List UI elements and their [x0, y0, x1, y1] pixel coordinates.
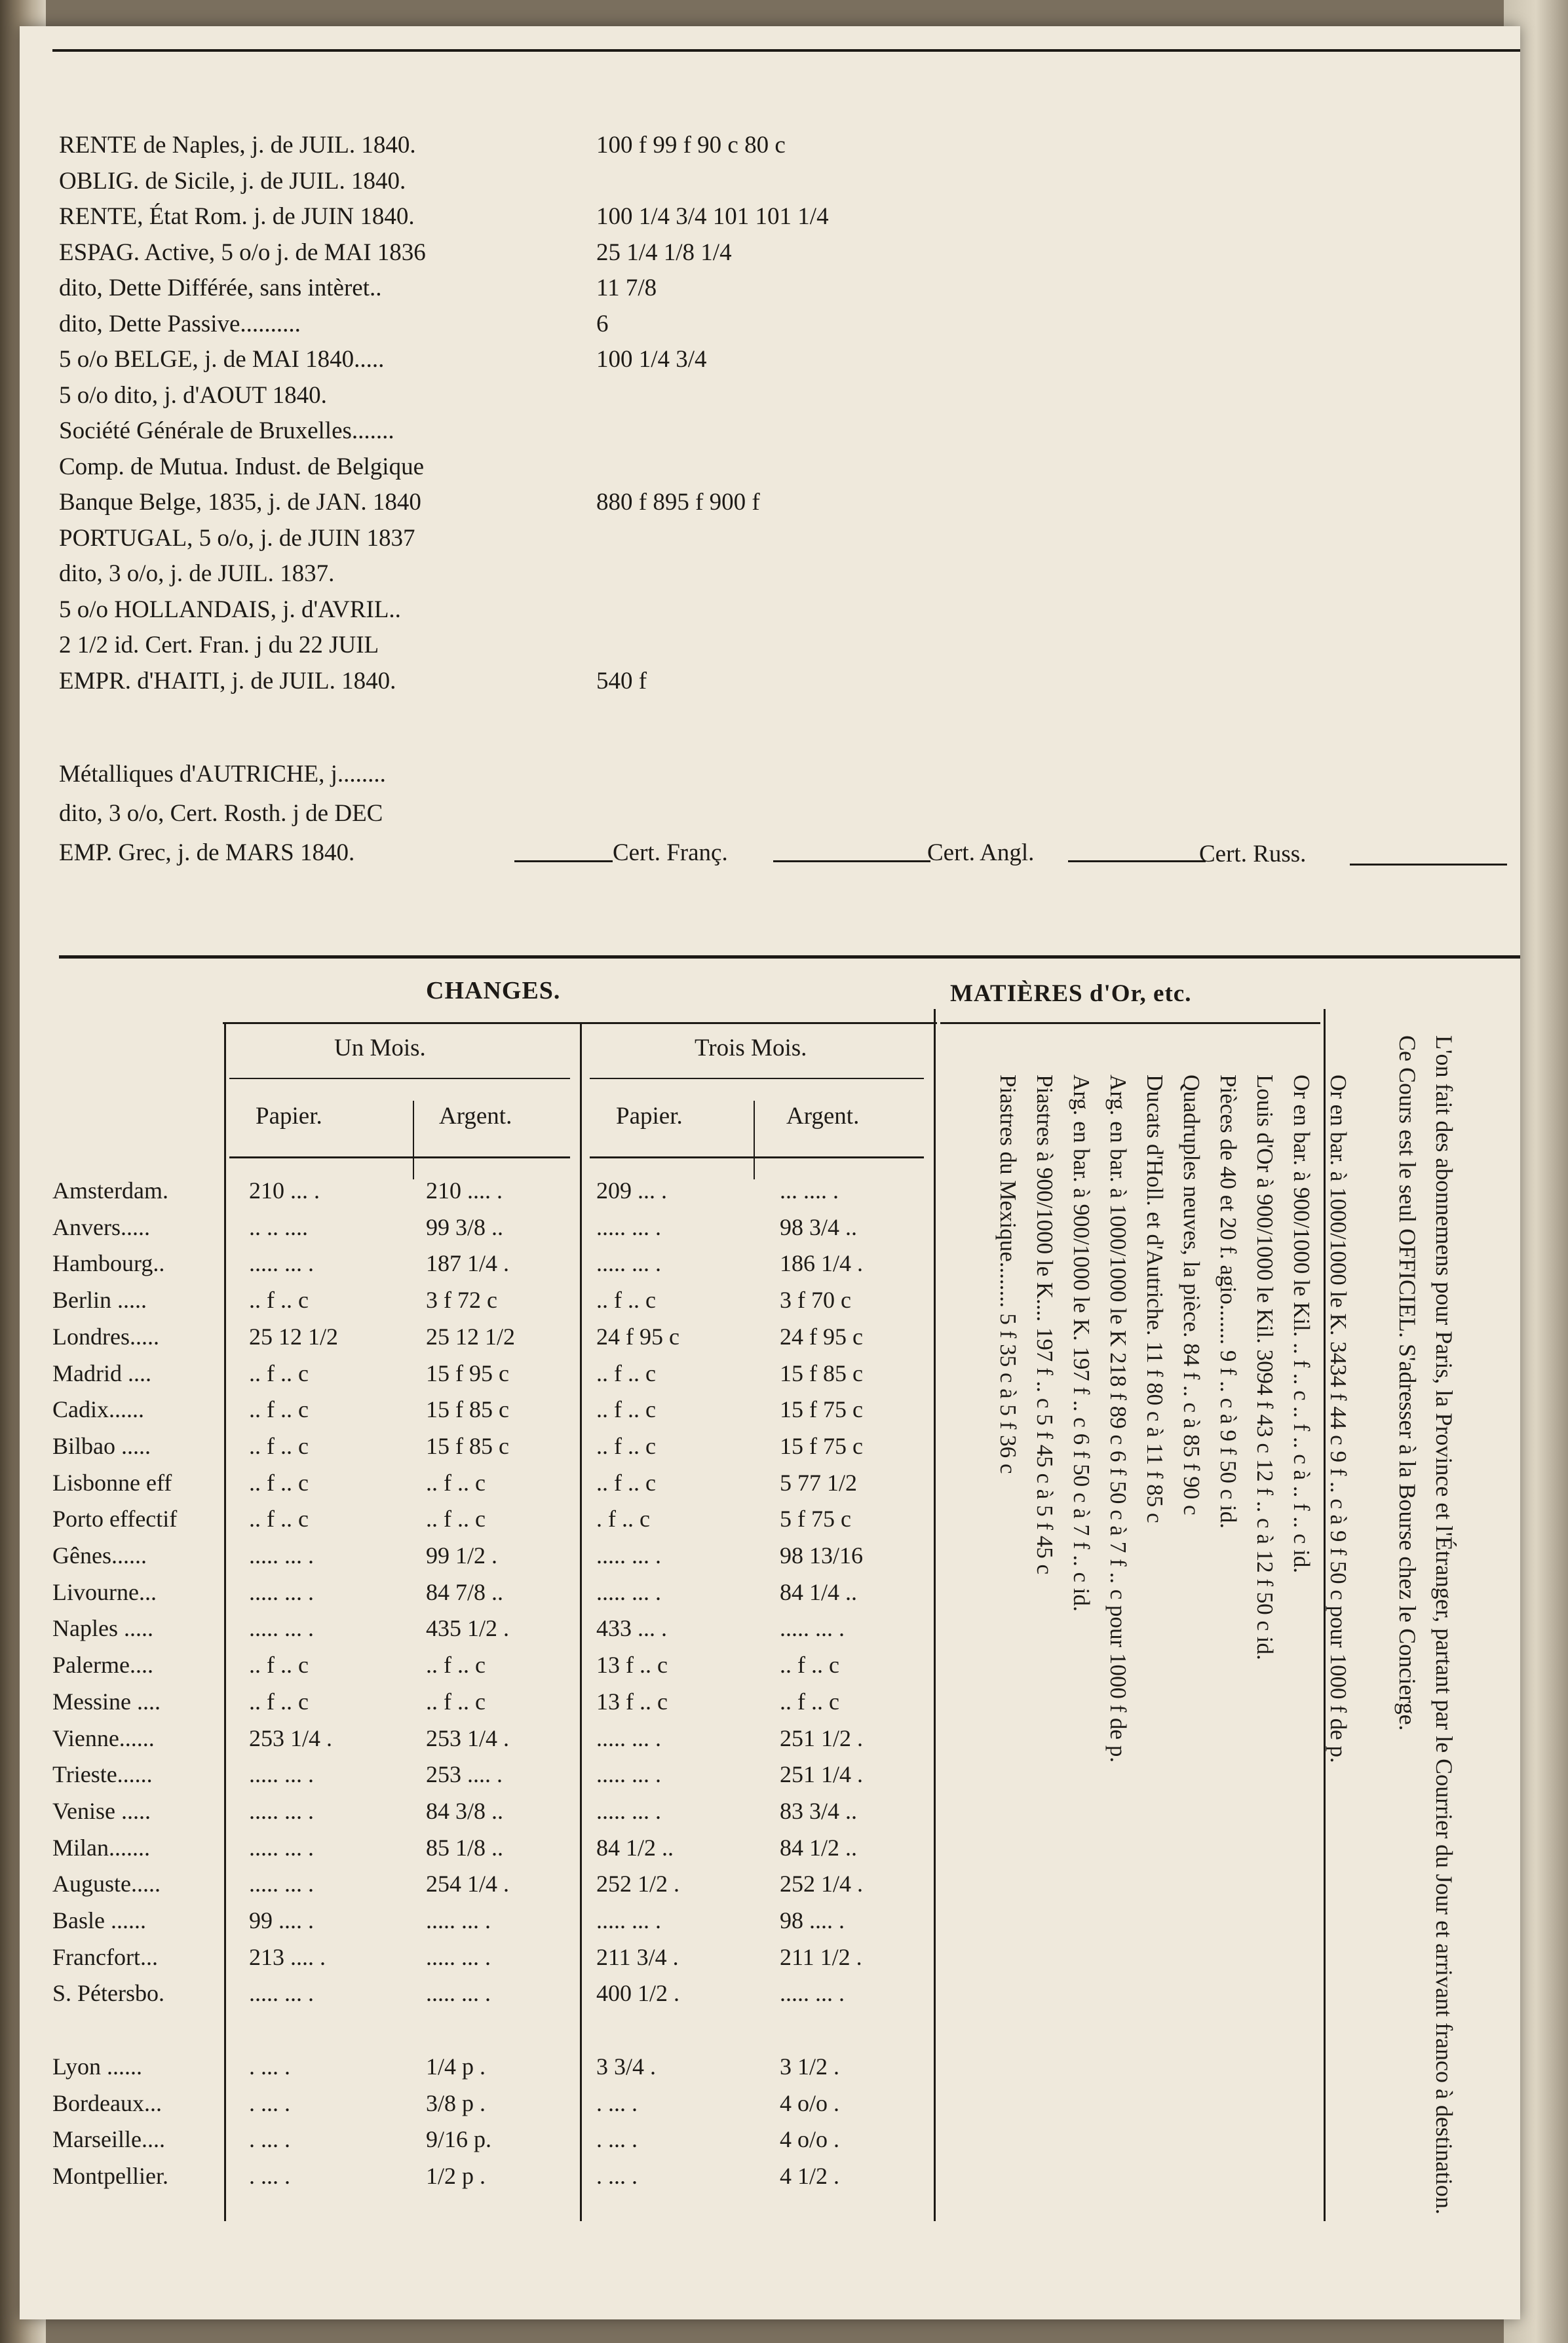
rate-cell: 211 3/4 .: [596, 1943, 679, 1970]
rate-cell: 13 f .. c: [596, 1652, 668, 1679]
rate-cell: . f .. c: [596, 1506, 650, 1533]
bond-label: Banque Belge, 1835, j. de JAN. 1840: [59, 489, 421, 516]
subscription-notice: L'on fait des abonnemens pour Paris, la Province et l'Étranger, partant par le Courrier du Jour et arrivant franco à destination. Ce Cours est le seul OFFICIEL. S'adresser à la Bourse chez le Concierge.: [1394, 1035, 1457, 2215]
bond-label: Société Générale de Bruxelles.......: [59, 417, 394, 444]
rate-cell: 98 3/4 ..: [780, 1213, 858, 1240]
city-cell: Bordeaux...: [52, 2089, 162, 2116]
sub-rule-2: [754, 1101, 755, 1179]
rate-cell: .. f .. c: [426, 1506, 486, 1533]
section-divider: [59, 955, 1520, 959]
bond-quote: 540 f: [596, 667, 647, 695]
rate-cell: 400 1/2 .: [596, 1980, 680, 2007]
rate-cell: 15 f 85 c: [426, 1432, 509, 1459]
city-cell: Marseille....: [52, 2126, 165, 2153]
rate-cell: 4 o/o .: [780, 2126, 840, 2153]
rate-cell: ..... ... .: [596, 1250, 661, 1277]
bond-quote: 100 1/4 3/4 101 101 1/4: [596, 203, 829, 230]
rate-cell: ..... ... .: [426, 1943, 491, 1970]
rate-cell: 213 .... .: [249, 1943, 326, 1970]
argent-label-2: Argent.: [786, 1103, 860, 1130]
rate-cell: .. f .. c: [249, 1287, 309, 1314]
rate-cell: .. f .. c: [426, 1469, 486, 1496]
bond-label: dito, Dette Passive..........: [59, 310, 301, 337]
bond-label: dito, Dette Différée, sans intèret..: [59, 275, 382, 301]
rate-cell: 253 .... .: [426, 1761, 503, 1788]
col-rule-mid: [580, 1022, 582, 2221]
rate-cell: 3 f 72 c: [426, 1287, 497, 1314]
matiere-line: Louis d'Or à 900/1000 le Kil. 3094 f 43 c 12 f .. c à 12 f 50 c id.: [1252, 1075, 1278, 1660]
city-cell: Palerme....: [52, 1652, 153, 1679]
rate-cell: .. f .. c: [426, 1652, 486, 1679]
bond-label: dito, 3 o/o, Cert. Rosth. j de DEC: [59, 800, 383, 827]
city-cell: Anvers.....: [52, 1213, 150, 1240]
bond-label: EMP. Grec, j. de MARS 1840.: [59, 839, 355, 866]
col-rule-right: [934, 1009, 936, 2221]
city-cell: Francfort...: [52, 1943, 158, 1970]
papier-label-2: Papier.: [616, 1103, 683, 1130]
bond-quote: 880 f 895 f 900 f: [596, 489, 760, 516]
matiere-line: Arg. en bar. à 900/1000 le K. 197 f .. c 6 f 50 c à 7 f .. c id.: [1069, 1075, 1094, 1612]
rate-cell: ..... ... .: [596, 1213, 661, 1240]
rate-cell: 3 f 70 c: [780, 1287, 851, 1314]
rate-cell: ..... ... .: [249, 1980, 314, 2007]
rate-cell: ..... ... .: [596, 1578, 661, 1605]
matiere-line: Piastres à 900/1000 le K.... 197 f .. c 5 f 45 c à 5 f 45 c: [1032, 1075, 1058, 1575]
rate-cell: 15 f 75 c: [780, 1432, 863, 1459]
bond-label: dito, 3 o/o, j. de JUIL. 1837.: [59, 560, 335, 587]
rate-cell: 25 12 1/2: [249, 1323, 339, 1350]
rate-cell: 84 1/2 ..: [596, 1834, 674, 1861]
rate-cell: . ... .: [249, 2089, 290, 2116]
trois-mois-label: Trois Mois.: [695, 1035, 807, 1061]
rate-cell: 252 1/2 .: [596, 1871, 680, 1897]
city-cell: Berlin .....: [52, 1287, 147, 1314]
matiere-line: Quadruples neuves, la pièce. 84 f .. c à 85 f 90 c: [1179, 1075, 1204, 1515]
city-cell: Londres.....: [52, 1323, 159, 1350]
bond-quote: 100 f 99 f 90 c 80 c: [596, 132, 786, 159]
rate-cell: . ... .: [596, 2089, 638, 2116]
rate-cell: .. f .. c: [596, 1360, 656, 1386]
rate-cell: .. f .. c: [249, 1396, 309, 1423]
rate-cell: 3 1/2 .: [780, 2053, 840, 2080]
bond-label: 5 o/o BELGE, j. de MAI 1840.....: [59, 346, 385, 373]
city-cell: Hambourg..: [52, 1250, 165, 1277]
city-cell: Madrid ....: [52, 1360, 151, 1386]
rate-cell: .. .. ....: [249, 1213, 308, 1240]
rate-cell: 1/4 p .: [426, 2053, 486, 2080]
matieres-title-text: MATIÈRES d'Or, etc.: [950, 980, 1192, 1007]
rate-cell: 210 ... .: [249, 1177, 320, 1204]
rate-cell: ..... ... .: [596, 1797, 661, 1824]
city-cell: Porto effectif: [52, 1506, 178, 1533]
rate-cell: . ... .: [249, 2053, 290, 2080]
rate-cell: 98 13/16: [780, 1542, 864, 1569]
bond-quote: 25 1/4 1/8 1/4: [596, 238, 732, 266]
matieres-list: [989, 1075, 1356, 1763]
rate-cell: 99 1/2 .: [426, 1542, 498, 1569]
city-cell: Lyon ......: [52, 2053, 143, 2080]
rate-cell: 5 f 75 c: [780, 1506, 851, 1533]
matiere-line: Ducats d'Holl. et d'Autriche. 11 f 80 c à 11 f 85 c: [1142, 1075, 1168, 1523]
rate-cell: 5 77 1/2: [780, 1469, 858, 1496]
rate-cell: 13 f .. c: [596, 1688, 668, 1715]
rate-cell: 252 1/4 .: [780, 1871, 864, 1897]
city-cell: Gênes......: [52, 1542, 147, 1569]
bond-label: ESPAG. Active, 5 o/o j. de MAI 1836: [59, 238, 426, 266]
rate-cell: 210 .... .: [426, 1177, 503, 1204]
rate-cell: 3 3/4 .: [596, 2053, 657, 2080]
rate-cell: 254 1/4 .: [426, 1871, 510, 1897]
bond-label: RENTE de Naples, j. de JUIL. 1840.: [59, 132, 416, 159]
rate-cell: .. f .. c: [249, 1360, 309, 1386]
rate-cell: ..... ... .: [596, 1724, 661, 1751]
rate-cell: 84 1/2 ..: [780, 1834, 858, 1861]
rate-cell: .. f .. c: [780, 1652, 839, 1679]
bond-label: RENTE, État Rom. j. de JUIN 1840.: [59, 203, 415, 230]
matieres-title: [950, 980, 1191, 1008]
cert-angl-label: Cert. Angl.: [927, 839, 1035, 866]
city-cell: Lisbonne eff: [52, 1469, 172, 1496]
rate-cell: 24 f 95 c: [596, 1323, 679, 1350]
rate-cell: .. f .. c: [780, 1688, 839, 1715]
sub-rule-1: [413, 1101, 414, 1179]
rate-cell: 253 1/4 .: [426, 1724, 510, 1751]
rate-cell: 4 o/o .: [780, 2089, 840, 2116]
rate-cell: ..... ... .: [249, 1578, 314, 1605]
hdr-rule-1: [229, 1156, 570, 1158]
bond-label: Métalliques d'AUTRICHE, j........: [59, 761, 386, 788]
rate-cell: 99 3/8 ..: [426, 1213, 504, 1240]
rate-cell: ..... ... .: [249, 1761, 314, 1788]
bond-label: EMPR. d'HAITI, j. de JUIL. 1840.: [59, 667, 396, 695]
rate-cell: ..... ... .: [426, 1907, 491, 1933]
rate-cell: ... .... .: [780, 1177, 839, 1204]
city-cell: S. Pétersbo.: [52, 1980, 164, 2007]
matiere-line: Or en bar. à 1000/1000 le K. 3434 f 44 c 9 f .. c à 9 f 50 c pour 1000 f de p.: [1326, 1075, 1351, 1763]
rate-cell: 15 f 85 c: [780, 1360, 863, 1386]
rate-cell: ..... ... .: [780, 1980, 845, 2007]
rate-cell: 84 3/8 ..: [426, 1797, 504, 1824]
bond-label: PORTUGAL, 5 o/o, j. de JUIN 1837: [59, 524, 415, 552]
matiere-line: Or en bar. à 900/1000 le Kil. .. f .. c .. f .. c à .. f .. c id.: [1289, 1075, 1314, 1574]
cert-blank-1: [514, 842, 613, 862]
rate-cell: 251 1/4 .: [780, 1761, 864, 1788]
bond-label: Comp. de Mutua. Indust. de Belgique: [59, 453, 424, 480]
city-cell: Vienne......: [52, 1724, 155, 1751]
rate-cell: 187 1/4 .: [426, 1250, 510, 1277]
city-cell: Venise .....: [52, 1797, 151, 1824]
rate-cell: ..... ... .: [249, 1871, 314, 1897]
rate-cell: .. f .. c: [249, 1506, 309, 1533]
matiere-line: Pièces de 40 et 20 f. agio....... 9 f .. c à 9 f 50 c id.: [1215, 1075, 1241, 1529]
rate-cell: .. f .. c: [596, 1432, 656, 1459]
rate-cell: .. f .. c: [249, 1652, 309, 1679]
rate-cell: .. f .. c: [249, 1688, 309, 1715]
rate-cell: 253 1/4 .: [249, 1724, 333, 1751]
rate-cell: 209 ... .: [596, 1177, 667, 1204]
bond-label: 2 1/2 id. Cert. Fran. j du 22 JUIL: [59, 632, 379, 658]
argent-label-1: Argent.: [439, 1103, 512, 1130]
rate-cell: .. f .. c: [596, 1396, 656, 1423]
rate-cell: ..... ... .: [780, 1615, 845, 1642]
bond-quote: 6: [596, 310, 609, 337]
matiere-line: Piastres du Mexique........ 5 f 35 c à 5 f 36 c: [995, 1075, 1021, 1474]
papier-label-1: Papier.: [256, 1103, 322, 1130]
rate-cell: ..... ... .: [249, 1542, 314, 1569]
rate-cell: ..... ... .: [249, 1834, 314, 1861]
rate-cell: .. f .. c: [249, 1469, 309, 1496]
rate-cell: 1/2 p .: [426, 2162, 486, 2189]
rate-cell: .. f .. c: [249, 1432, 309, 1459]
bond-label: OBLIG. de Sicile, j. de JUIL. 1840.: [59, 167, 406, 195]
col-rule-city: [224, 1022, 226, 2221]
cert-blank-4: [1350, 845, 1507, 866]
rate-cell: .. f .. c: [426, 1688, 486, 1715]
rate-cell: 24 f 95 c: [780, 1323, 863, 1350]
rate-cell: ..... ... .: [249, 1797, 314, 1824]
city-cell: Messine ....: [52, 1688, 161, 1715]
top-rule: [52, 49, 1520, 52]
bond-quote: 100 1/4 3/4: [596, 346, 707, 373]
city-cell: Montpellier.: [52, 2162, 168, 2189]
bond-label: 5 o/o HOLLANDAIS, j. d'AVRIL..: [59, 596, 401, 623]
rate-cell: 83 3/4 ..: [780, 1797, 858, 1824]
rate-cell: . ... .: [249, 2126, 290, 2153]
cert-blank-3: [1068, 842, 1206, 862]
city-cell: Naples .....: [52, 1615, 153, 1642]
rate-cell: 4 1/2 .: [780, 2162, 840, 2189]
rate-cell: 85 1/8 ..: [426, 1834, 504, 1861]
city-cell: Amsterdam.: [52, 1177, 168, 1204]
un-mois-label: Un Mois.: [334, 1035, 426, 1061]
rate-cell: 15 f 85 c: [426, 1396, 509, 1423]
bond-label: 5 o/o dito, j. d'AOUT 1840.: [59, 381, 327, 409]
rate-cell: 84 1/4 ..: [780, 1578, 858, 1605]
rate-cell: ..... ... .: [596, 1761, 661, 1788]
city-cell: Livourne...: [52, 1578, 157, 1605]
rate-cell: 84 7/8 ..: [426, 1578, 504, 1605]
matiere-line: Arg. en bar. à 1000/1000 le K 218 f 89 c 6 f 50 c à 7 f .. c pour 1000 f de p.: [1105, 1075, 1131, 1763]
rate-cell: 186 1/4 .: [780, 1250, 864, 1277]
rate-cell: . ... .: [596, 2162, 638, 2189]
rate-cell: 9/16 p.: [426, 2126, 492, 2153]
matieres-rule: [940, 1022, 1320, 1024]
rate-cell: 435 1/2 .: [426, 1615, 510, 1642]
rate-cell: 25 12 1/2: [426, 1323, 516, 1350]
city-cell: Basle ......: [52, 1907, 146, 1933]
bond-quote: 11 7/8: [596, 275, 657, 301]
city-cell: Bilbao .....: [52, 1432, 151, 1459]
rate-cell: 15 f 75 c: [780, 1396, 863, 1423]
rate-cell: 3/8 p .: [426, 2089, 486, 2116]
rate-cell: 98 .... .: [780, 1907, 845, 1933]
rate-cell: 15 f 95 c: [426, 1360, 509, 1386]
cert-blank-2: [773, 842, 930, 862]
rate-cell: 99 .... .: [249, 1907, 314, 1933]
cert-russ-label: Cert. Russ.: [1199, 841, 1307, 867]
rate-cell: ..... ... .: [426, 1980, 491, 2007]
rate-cell: ..... ... .: [596, 1907, 661, 1933]
rate-cell: .. f .. c: [596, 1469, 656, 1496]
cert-franc-label: Cert. Franç.: [613, 839, 728, 866]
rate-cell: .. f .. c: [596, 1287, 656, 1314]
rate-cell: 251 1/2 .: [780, 1724, 864, 1751]
trois-mois-rule: [590, 1078, 924, 1079]
rate-cell: . ... .: [596, 2126, 638, 2153]
rate-cell: 433 ... .: [596, 1615, 667, 1642]
changes-title: CHANGES.: [426, 977, 561, 1004]
rate-cell: . ... .: [249, 2162, 290, 2189]
rate-cell: 211 1/2 .: [780, 1943, 862, 1970]
ledger-page: [20, 26, 1520, 2319]
rate-cell: ..... ... .: [249, 1250, 314, 1277]
city-cell: Trieste......: [52, 1761, 153, 1788]
un-mois-rule: [229, 1078, 570, 1079]
rate-cell: ..... ... .: [249, 1615, 314, 1642]
city-cell: Cadix......: [52, 1396, 144, 1423]
hdr-rule-2: [590, 1156, 924, 1158]
city-cell: Milan.......: [52, 1834, 150, 1861]
city-cell: Auguste.....: [52, 1871, 161, 1897]
rate-cell: ..... ... .: [596, 1542, 661, 1569]
